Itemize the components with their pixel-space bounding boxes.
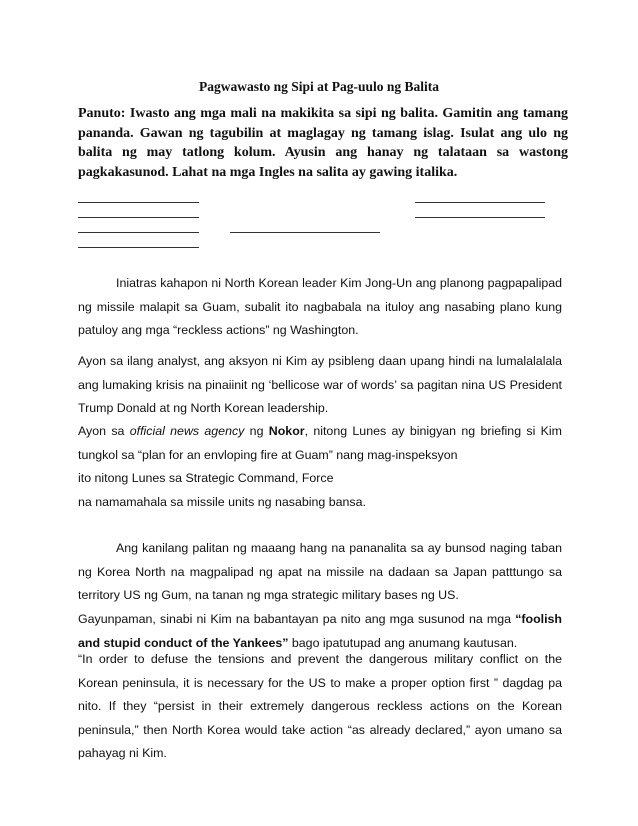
paragraph-6 [78,648,562,766]
answer-line[interactable] [78,247,199,248]
text-run: , nitong Lunes ay binigyan ng briefing si Kim tungkol sa “plan for an envloping fire at Guam” nang mag-inspeksyon [78,424,563,462]
text-run: Ayon sa [78,424,130,438]
instructions: Panuto: Iwasto ang mga mali na makikita sa sipi ng balita. Gamitin ang tamang pananda. Gawan ng tagubilin at maglagay ng tamang islag. Isulat ang ulo ng balita ng may tatlong kolum. Ayusin ang hanay ng talataan sa wastong pagkakasunod. Lahat na mga Ingles na salita ay gawing italika. [78,106,568,180]
text-run: Gayunpaman, sinabi ni Kim na babantayan pa nito ang mga susunod na mga [78,612,516,626]
answer-line[interactable] [78,232,199,233]
paragraph-line: na namamahala sa missile units ng nasabing bansa. [78,494,366,509]
answer-line[interactable] [415,202,545,203]
document-title: Pagwawasto ng Sipi at Pag-uulo ng Balita [198,79,440,94]
paragraph-text: Ayon sa ilang analyst, ang aksyon ni Kim ay psibleng daan upang hindi na lumalalalala ang lumaking krisis na pinaiinit ng ‘bellicose war of words’ sa pagitan nina US President Trump Donald at ng North Korean leadership. [78,354,562,415]
bold-text: Nokor [268,424,305,438]
bold-text: “foolish and stupid conduct of the Yankees” [78,612,562,650]
paragraph-text [78,420,562,467]
italic-text: official news agency [129,424,245,438]
paragraph-line: ito nitong Lunes sa Strategic Command, Force [78,471,334,485]
answer-line[interactable] [78,202,199,203]
answer-line[interactable] [230,232,380,233]
paragraph-1 [78,272,562,343]
paragraph-text: Ang kanilang palitan ng maaang hang na pananalita sa ay bunsod naging taban ng Korea North na magpalipad ng apat na missile na dadaan sa Japan patttungo sa territory US ng Gum, na tanan ng mga strategic military bases ng US. [78,541,562,602]
text-run: ng [244,424,269,438]
paragraph-text: Iniatras kahapon ni North Korean leader Kim Jong-Un ang planong pagpapalipad ng missile malapit sa Guam, subalit ito nagbabala na ituloy ang nasabing plano kung patuloy ang mga “reckless actions” ng Washington. [78,276,562,337]
answer-line[interactable] [415,217,545,218]
paragraph-2 [78,350,562,421]
paragraph-4 [78,537,562,608]
answer-line[interactable] [78,217,199,218]
paragraph-3 [78,420,562,514]
paragraph-text: “In order to defuse the tensions and prevent the dangerous military conflict on the Korean peninsula, it is necessary for the US to make a proper option first ” dagdag pa nito. If they “persist in their extremely dangerous reckless actions on the Korean peninsula,” then North Korea would take action “as already declared,” ayon umano sa pahayag ni Kim. [78,652,562,760]
text-run: bago ipatutupad ang anumang kautusan. [288,635,518,650]
